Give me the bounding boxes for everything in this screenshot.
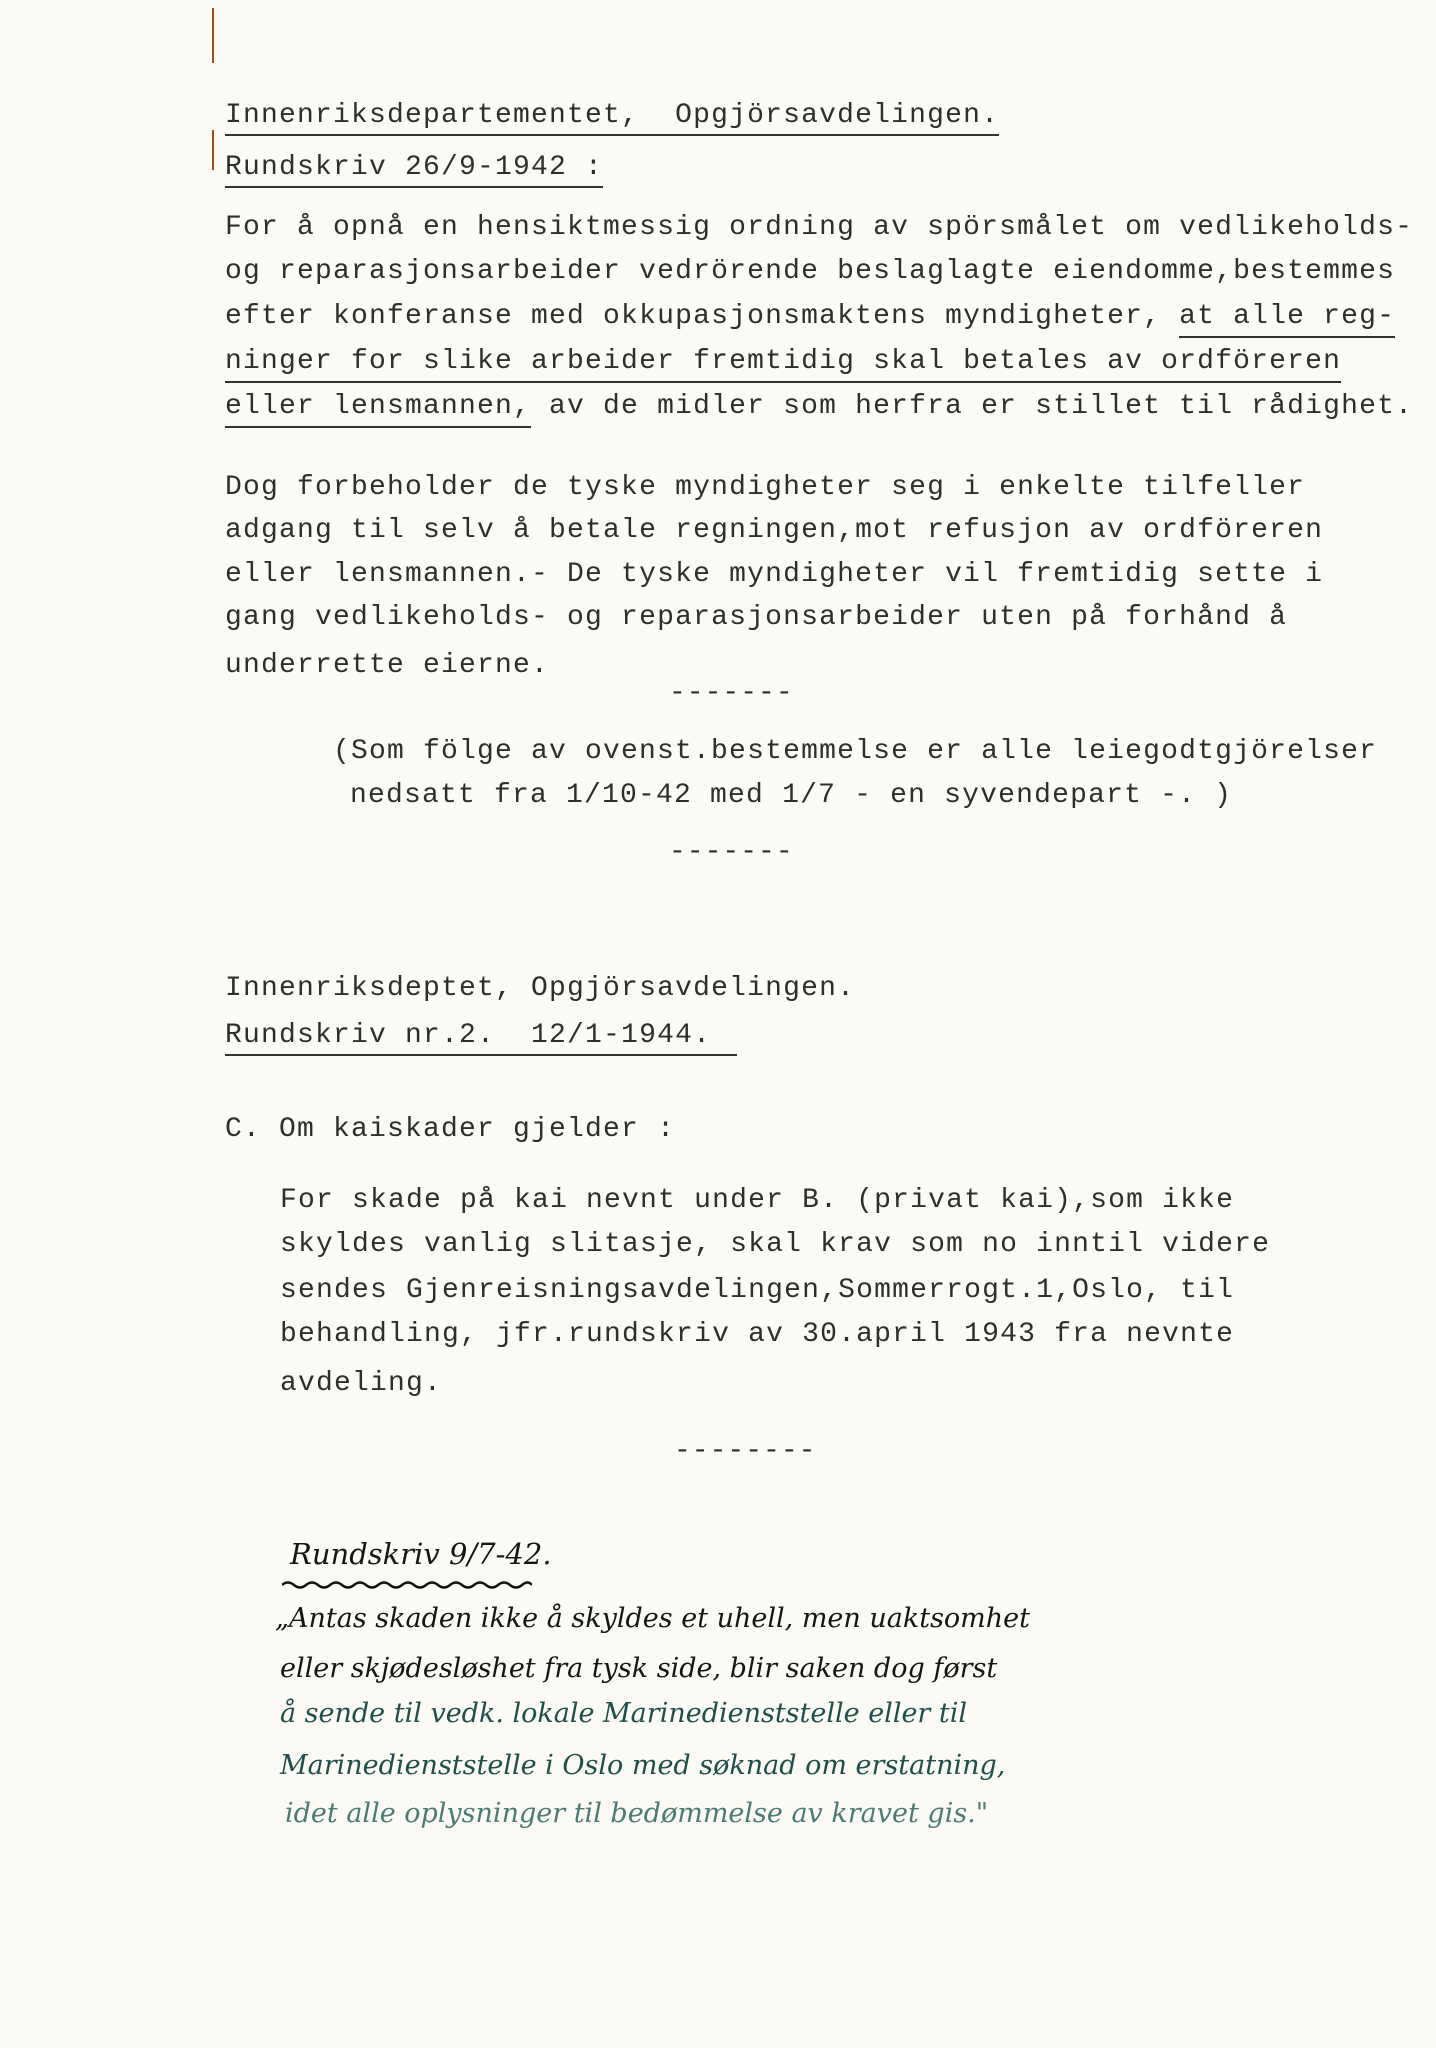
department-header: Innenriksdepartementet, Opgjörsavdelingen. (225, 102, 999, 136)
text-line: underrette eierne. (225, 650, 550, 681)
text-segment: av de midler som herfra er stillet til rådighet. (531, 391, 1414, 422)
separator: -------- (674, 1436, 817, 1467)
department-header-2: Innenriksdeptet, Opgjörsavdelingen. (225, 973, 856, 1004)
handwritten-line: Marinedienststelle i Oslo med søknad om erstatning, (280, 1750, 1006, 1781)
handwritten-heading: Rundskriv 9/7-42. (290, 1537, 552, 1571)
text-line: behandling, jfr.rundskriv av 30.april 1943 fra nevnte (280, 1319, 1235, 1350)
handwritten-line: å sende til vedk. lokale Marinedienststelle eller til (280, 1698, 968, 1729)
separator: ------- (669, 837, 794, 868)
text-line: og reparasjonsarbeider vedrörende beslaglagte eiendomme,bestemmes (225, 256, 1396, 287)
text-line: avdeling. (280, 1368, 443, 1399)
margin-mark (212, 8, 214, 63)
text-line (225, 303, 1395, 331)
text-line (225, 348, 1341, 376)
item-heading: C. Om kaiskader gjelder : (225, 1114, 676, 1145)
handwritten-line: eller skjødesløshet fra tysk side, blir saken dog først (280, 1653, 998, 1684)
text-line: adgang til selv å betale regningen,mot refusjon av ordföreren (225, 515, 1324, 546)
text-line: Dog forbeholder de tyske myndigheter seg i enkelte tilfeller (225, 472, 1306, 503)
margin-mark (212, 130, 214, 170)
underlined-text: eller lensmannen, (225, 391, 531, 428)
handwritten-line: idet alle oplysninger til bedømmelse av kravet gis." (285, 1798, 989, 1829)
text-line: skyldes vanlig slitasje, skal krav som no inntil videre (280, 1229, 1271, 1260)
circular-header: Rundskriv 26/9-1942 : (225, 154, 603, 188)
text-line: eller lensmannen.- De tyske myndigheter vil fremtidig sette i (225, 559, 1324, 590)
note-line: (Som fölge av ovenst.bestemmelse er alle leiegodtgjörelser (333, 736, 1378, 767)
text-line: sendes Gjenreisningsavdelingen,Sommerrogt.1,Oslo, til (280, 1275, 1235, 1306)
text-line: For skade på kai nevnt under B. (privat kai),som ikke (280, 1185, 1235, 1216)
text-line (225, 393, 1413, 421)
handwritten-line: „Antas skaden ikke å skyldes et uhell, men uaktsomhet (275, 1603, 1030, 1634)
circular-header-2: Rundskriv nr.2. 12/1-1944. (225, 1022, 737, 1056)
text-line: For å opnå en hensiktmessig ordning av spörsmålet om vedlikeholds- (225, 212, 1414, 243)
note-line: nedsatt fra 1/10-42 med 1/7 - en syvendepart -. ) (350, 780, 1233, 811)
underlined-text: at alle reg- (1179, 301, 1395, 338)
wavy-underline (282, 1580, 532, 1590)
underlined-text: ninger for slike arbeider fremtidig skal betales av ordföreren (225, 346, 1341, 383)
text-segment: efter konferanse med okkupasjonsmaktens myndigheter, (225, 301, 1180, 332)
separator: ------- (669, 678, 794, 709)
text-line: gang vedlikeholds- og reparasjonsarbeider uten på forhånd å (225, 602, 1288, 633)
